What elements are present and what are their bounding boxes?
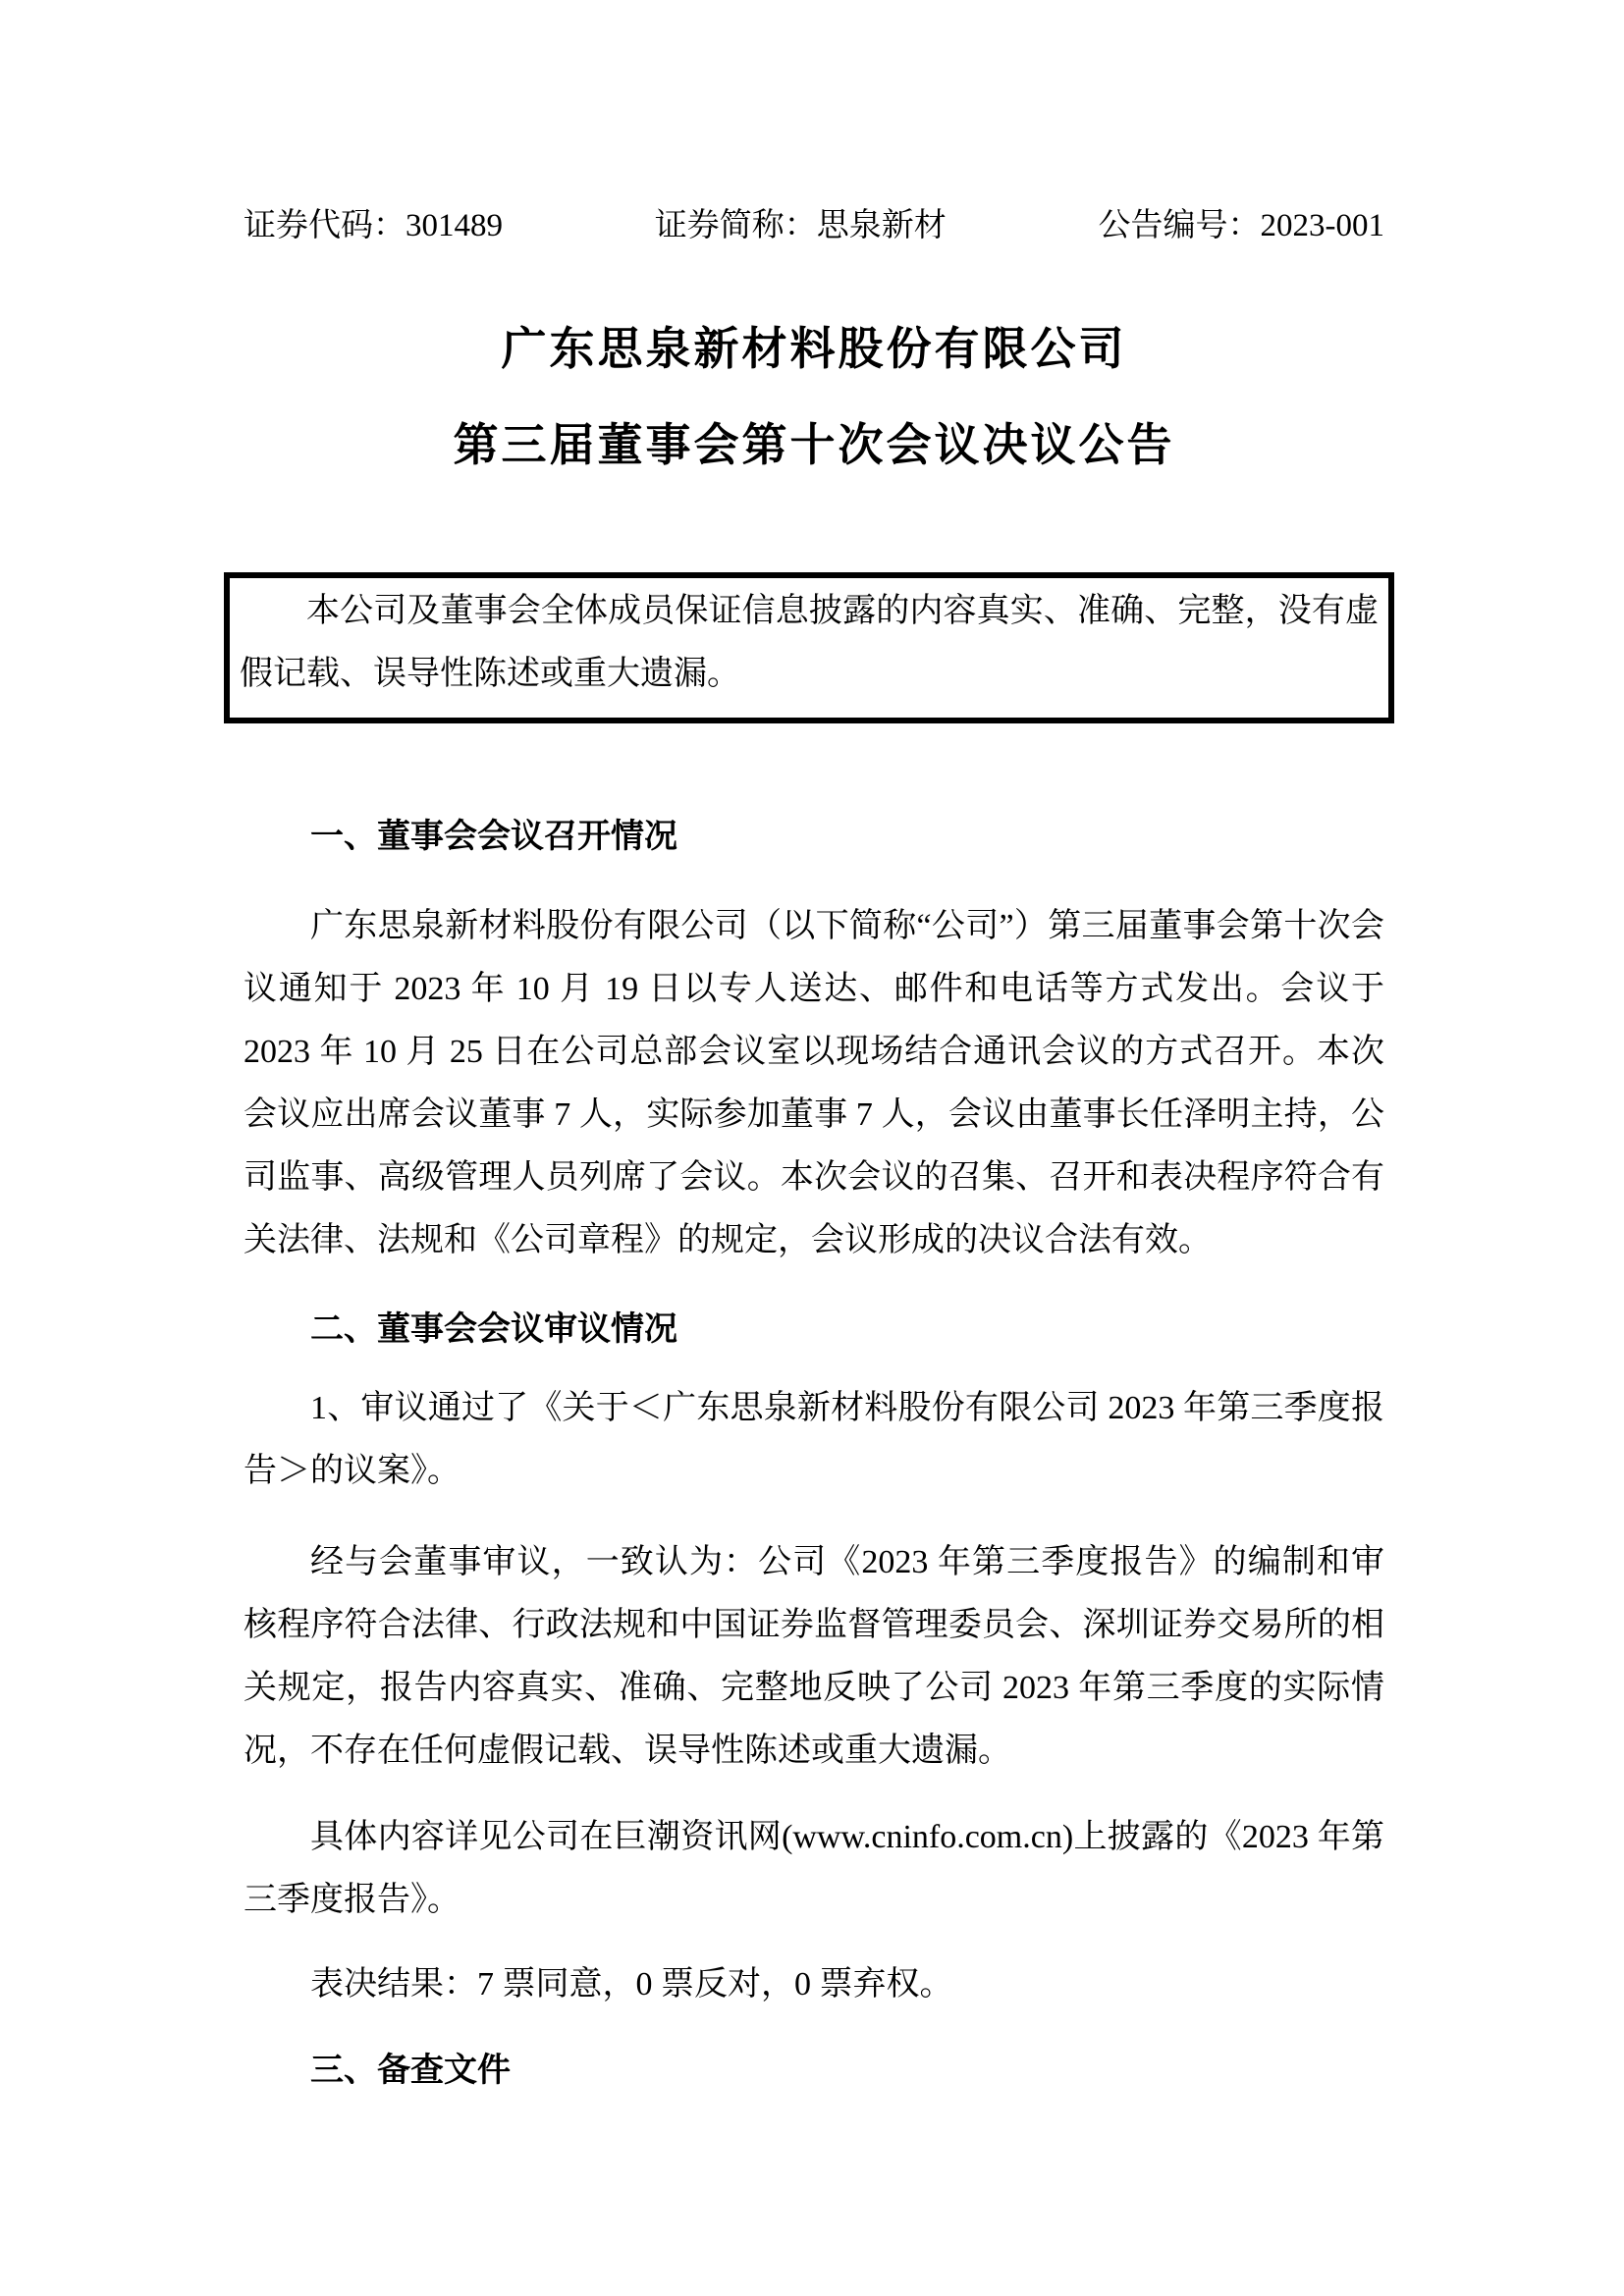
document-title-line2: 第三届董事会第十次会议决议公告 <box>453 420 1175 470</box>
section3-heading: 三、备查文件 <box>310 2053 511 2089</box>
stock-abbr-label: 证券简称：思泉新材 <box>654 208 947 243</box>
stock-code-label: 证券代码：301489 <box>244 208 503 243</box>
disclaimer-text: 本公司及董事会全体成员保证信息披露的内容真实、准确、完整，没有虚假记载、误导性陈述或重大遗漏。 <box>240 593 1379 692</box>
section1-heading: 一、董事会会议召开情况 <box>310 819 677 855</box>
section2-paragraph-resolution: 1、审议通过了《关于＜广东思泉新材料股份有限公司 2023 年第三季度报告＞的议案》。 <box>244 1390 1384 1489</box>
section2-paragraph-review: 经与会董事审议，一致认为：公司《2023 年第三季度报告》的编制和审核程序符合法律、行政法规和中国证券监督管理委员会、深圳证券交易所的相关规定，报告内容真实、准确、完整地反映了公司 2023 年第三季度的实际情况，不存在任何虚假记载、误导性陈述或重大遗漏。 <box>244 1544 1384 1769</box>
section2-heading: 二、董事会会议审议情况 <box>310 1311 677 1348</box>
disclaimer-box <box>224 572 1394 723</box>
section1-paragraph: 广东思泉新材料股份有限公司（以下简称“公司”）第三届董事会第十次会议通知于 2023 年 10 月 19 日以专人送达、邮件和电话等方式发出。会议于 2023 年 10 月 25 日在公司总部会议室以现场结合通讯会议的方式召开。本次会议应出席会议董事 7 人，实际参加董事 7 人，会议由董事长任泽明主持，公司监事、高级管理人员列席了会议。本次会议的召集、召开和表决程序符合有关法律、法规和《公司章程》的规定，会议形成的决议合法有效。 <box>244 908 1384 1258</box>
announcement-no-label: 公告编号：2023-001 <box>1098 208 1384 243</box>
section2-paragraph-details: 具体内容详见公司在巨潮资讯网(www.cninfo.com.cn)上披露的《2023 年第三季度报告》。 <box>244 1819 1384 1918</box>
meta-header-row <box>244 208 1384 245</box>
section2-paragraph-vote-result: 表决结果：7 票同意，0 票反对，0 票弃权。 <box>310 1966 953 2002</box>
document-title-line1: 广东思泉新材料股份有限公司 <box>501 324 1127 374</box>
